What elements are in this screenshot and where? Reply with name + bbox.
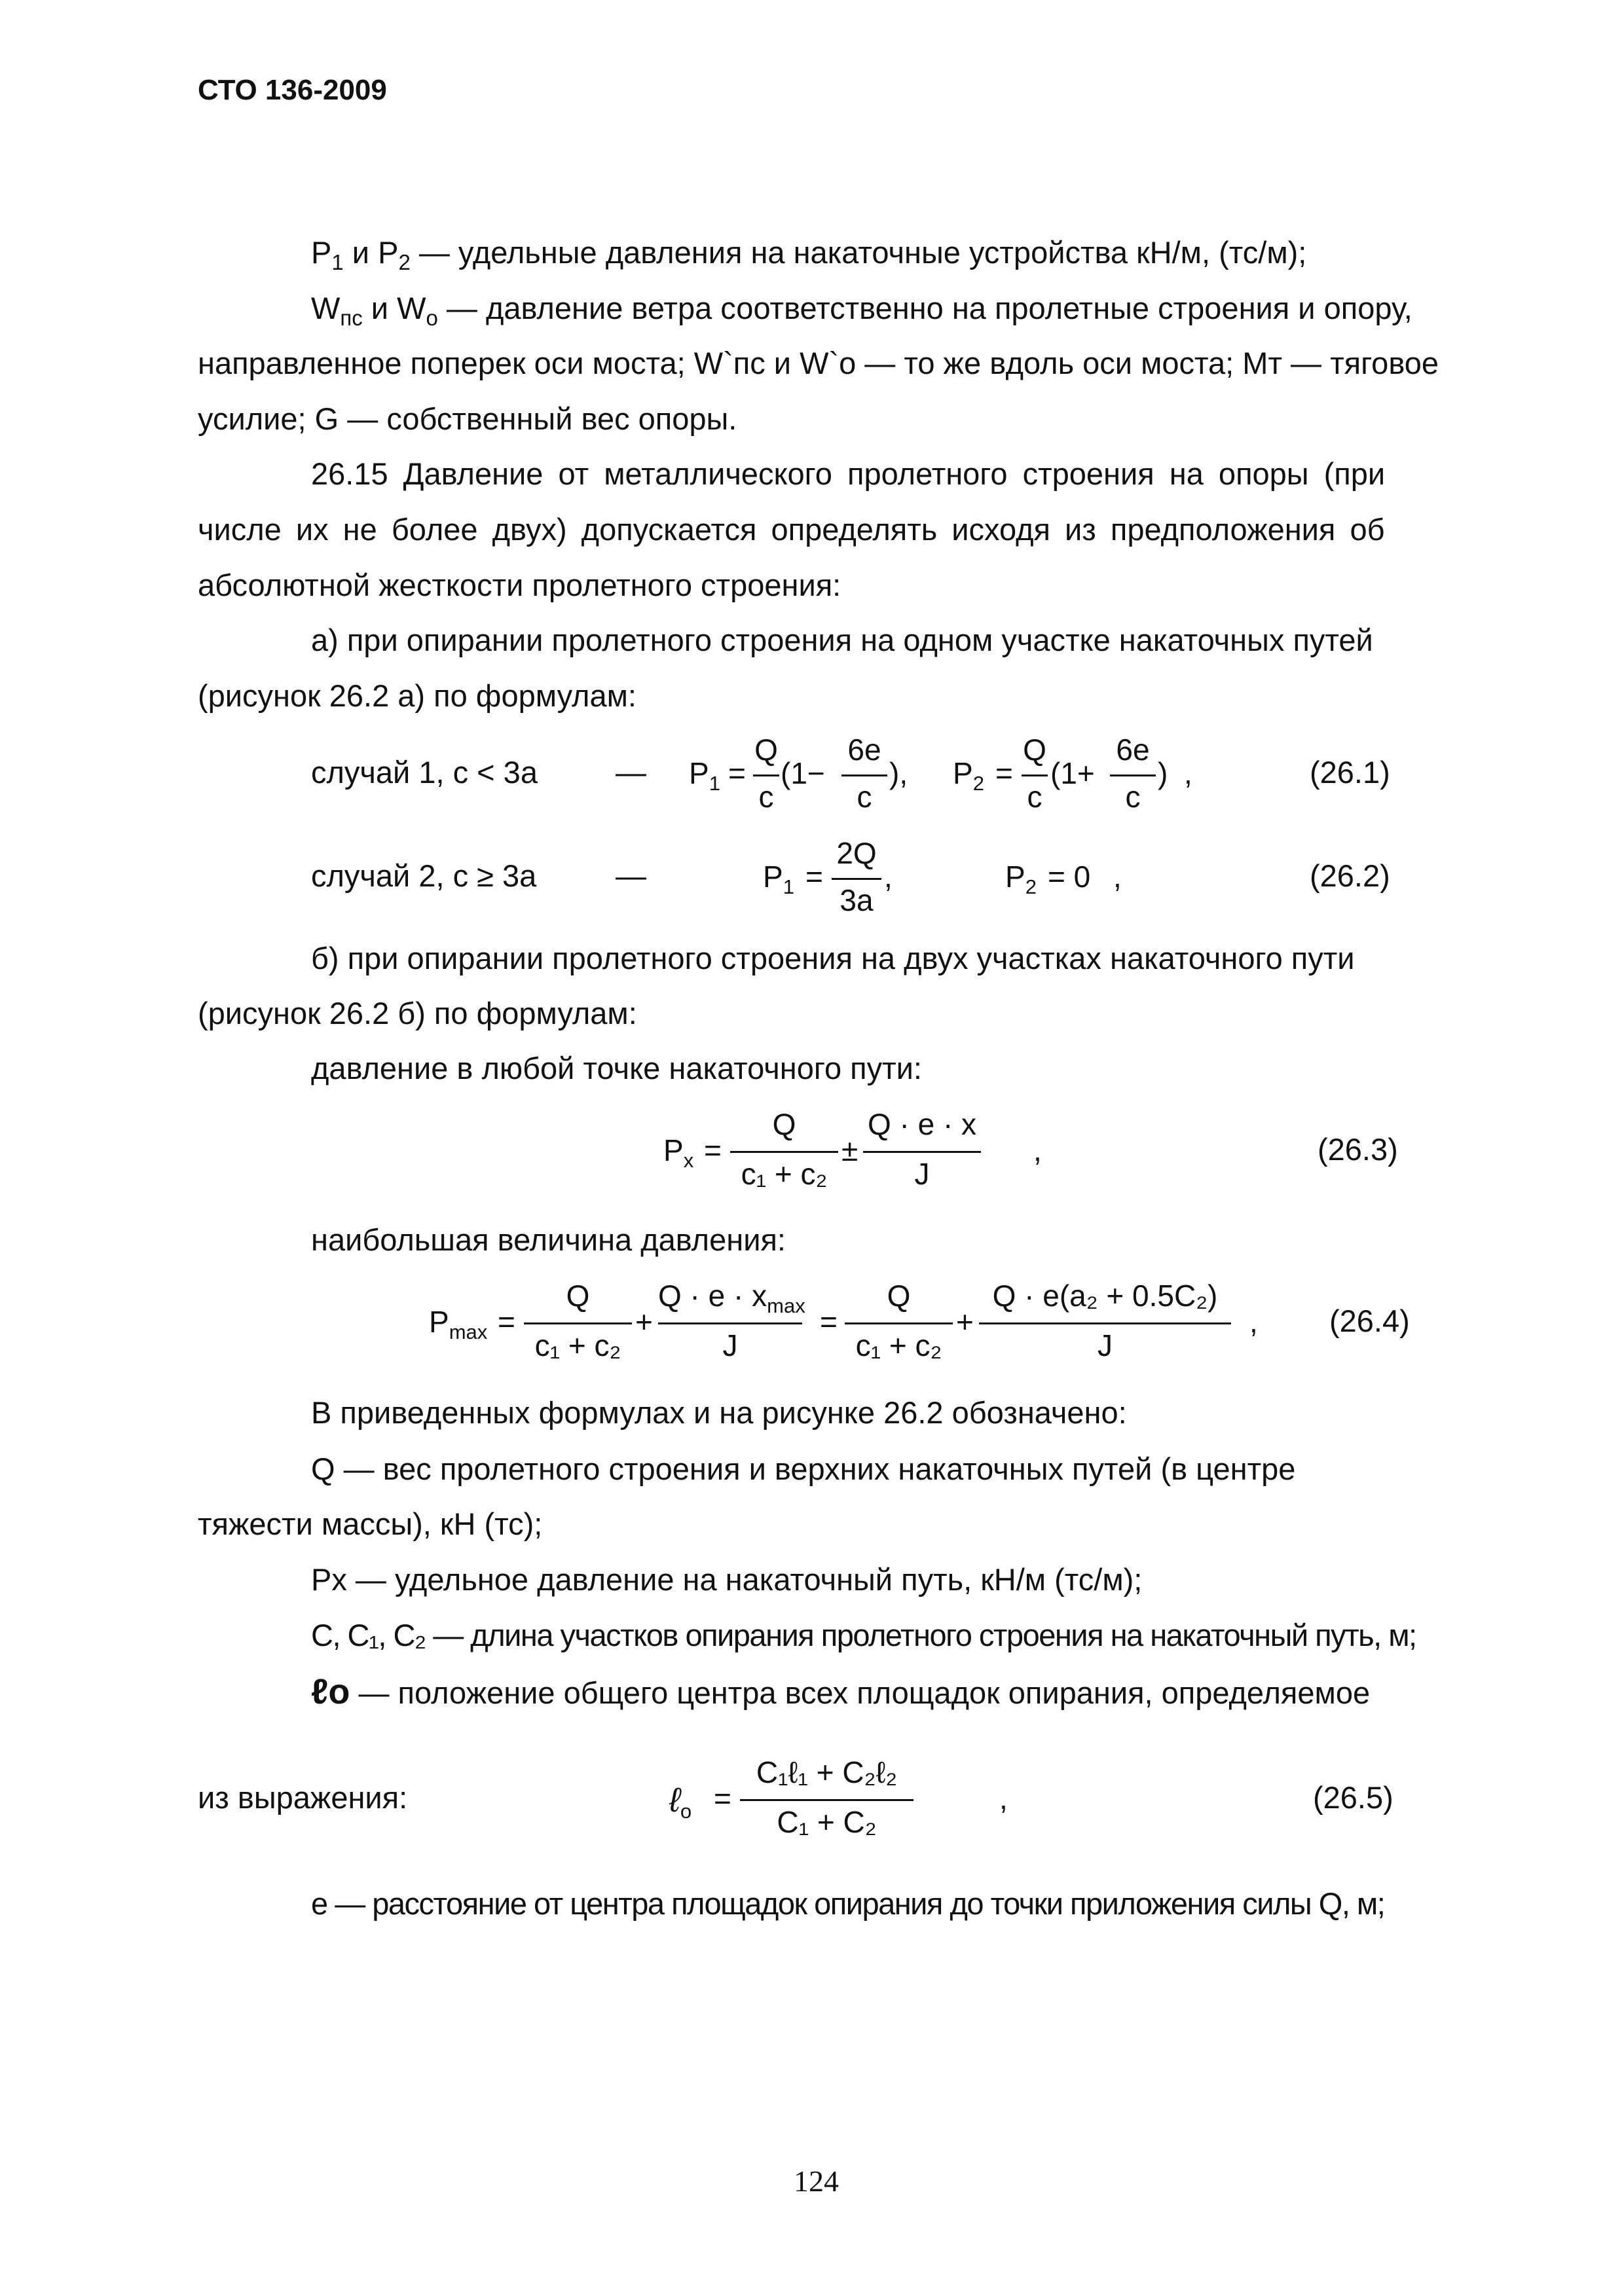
legend-l0: ℓо — положение общего центра всех площадок опирания, определяемое [311,1672,1371,1711]
numerator-qex-max: $Q \cdot e \cdot x_{max}$ [658,1279,805,1317]
case-2-label: случай 2, c ≥ 3a [311,858,537,893]
denominator-c1-c2: c₁ + c₂ [741,1157,828,1191]
fraction-c-denominator: c [1027,780,1043,814]
fraction-c-denominator: c [1125,780,1141,814]
equals-sign: = [995,756,1013,790]
fraction-bar [841,774,887,776]
definition-wind: $W_{пс}$ и $W_о$ — давление ветра соответственно на пролетные строения и опору, [311,291,1412,330]
fraction-bar [753,774,779,776]
fraction-bar [979,1322,1231,1324]
denominator-c1-c2: c₁ + c₂ [855,1328,942,1362]
fraction-3a-denominator: 3a [840,883,874,917]
px-symbol: $P_x$ [663,1133,694,1172]
p1-symbol: $P_1$ [689,756,720,795]
equals-sign: = [728,756,746,790]
legend-e: e — расстояние от центра площадок опирания до точки приложения силы Q, м; [311,1886,1385,1921]
plus-minus: ± [841,1133,858,1167]
comma: , [1033,1133,1042,1167]
fraction-bar [658,1322,802,1324]
legend-intro: В приведенных формулах и на рисунке 26.2 обозначено: [311,1395,1127,1430]
comma: , [884,860,893,894]
equals-sign: = [820,1305,838,1339]
comma: , [1113,860,1122,894]
paren-open: (1− [781,756,825,790]
fraction-6e-numerator: 6e [1116,733,1150,767]
item-b-line3: давление в любой точке накаточного пути: [311,1051,922,1085]
item-b-line2: (рисунок 26.2 б) по формулам: [198,996,637,1030]
dash: — [616,858,646,893]
item-a-line2: (рисунок 26.2 а) по формулам: [198,678,637,713]
fraction-q-numerator: Q [1023,733,1046,767]
legend-c: C, C₁, C₂ — длина участков опирания пролетного строения на накаточный путь, м; [311,1618,1416,1652]
plus-sign: + [635,1305,653,1339]
equals-sign: = [704,1133,722,1167]
fraction-bar [740,1799,913,1801]
equation-number: (26.5) [1313,1780,1393,1815]
plus-sign: + [956,1305,974,1339]
denominator-j: J [914,1157,930,1191]
definition-wind-line2: направленное поперек оси моста; W`пс и W`о — то же вдоль оси моста; Мт — тяговое [198,346,1439,380]
fraction-c-denominator: c [857,780,872,814]
document-code: СТО 136-2009 [198,74,387,106]
numerator-q: Q [566,1279,590,1313]
comma: , [1184,756,1192,790]
l0-symbol: ℓ$_о$ [669,1781,692,1823]
equals-sign: = [714,1781,731,1815]
denominator-j: J [722,1328,738,1362]
equation-number: (26.1) [1310,755,1390,790]
equals-sign: = [498,1305,515,1339]
numerator-qex: Q · e · x [867,1107,977,1141]
legend-q-line2: тяжести массы), кН (тс); [198,1506,543,1541]
legend-px: Px — удельное давление на накаточный путь, кН/м (тс/м); [311,1562,1143,1597]
item-b-line1: б) при опирании пролетного строения на двух участках накаточного пути [311,941,1355,975]
fraction-bar [1110,774,1156,776]
legend-q-line1: Q — вес пролетного строения и верхних накаточных путей (в центре [311,1451,1296,1486]
comma: , [1249,1305,1258,1339]
legend-l0-line2: из выражения: [198,1780,408,1815]
equation-number: (26.2) [1310,858,1390,893]
fraction-bar [832,878,881,880]
fraction-6e-numerator: 6e [847,733,881,767]
page-number: 124 [794,2164,839,2198]
item-a-line1: а) при опирании пролетного строения на одном участке накаточных путей [311,623,1373,657]
paren-close: ), [889,756,908,790]
equation-number: (26.3) [1318,1132,1398,1167]
denominator-c1-c2: C₁ + C₂ [777,1805,877,1839]
max-pressure-label: наибольшая величина давления: [311,1222,786,1257]
paragraph-26-15-line3: абсолютной жесткости пролетного строения: [198,568,841,602]
equals-sign: = [805,860,823,894]
definition-pressure: $P_1$ и $P_2$ — удельные давления на накаточные устройства кН/м, (тс/м); [311,235,1307,274]
p1-symbol: $P_1$ [763,860,794,898]
comma: , [999,1781,1008,1815]
fraction-bar [863,1151,981,1153]
paragraph-26-15-line1: 26.15 Давление от металлического пролетного строения на опоры (при [311,456,1386,491]
pmax-symbol: $P_{max}$ [429,1305,488,1343]
p2-symbol: $P_2$ [1005,860,1037,898]
fraction-bar [524,1322,632,1324]
symbol-p1: $P_1$ [311,235,344,274]
denominator-c1-c2: c₁ + c₂ [534,1328,621,1362]
fraction-bar [1022,774,1048,776]
definition-wind-line3: усилие; G — собственный вес опоры. [198,401,737,436]
fraction-q-numerator: Q [754,733,778,767]
paren-close: ) [1158,756,1168,790]
l0-symbol: ℓо [311,1672,350,1711]
fraction-2q-numerator: 2Q [836,836,877,870]
definition-text: — удельные давления на накаточные устройства кН/м, (тс/м); [410,235,1307,270]
dash: — [616,755,646,790]
numerator-qea2: Q · e(a₂ + 0.5C₂) [992,1279,1218,1313]
p2-value: = 0 [1048,860,1091,894]
numerator-q: Q [887,1279,911,1313]
fraction-c-denominator: c [758,780,774,814]
fraction-bar [845,1322,953,1324]
paren-open: (1+ [1050,756,1095,790]
denominator-j: J [1098,1328,1113,1362]
case-1-label: случай 1, c < 3a [311,755,538,790]
paragraph-26-15-line2: числе их не более двух) допускается определять исходя из предположения об [198,512,1385,547]
equation-number: (26.4) [1329,1303,1410,1338]
p2-symbol: $P_2$ [953,756,984,795]
numerator-q: Q [772,1107,796,1141]
symbol-p2: $P_2$ [378,235,411,274]
numerator-c1l1-c2l2: C₁ℓ₁ + C₂ℓ₂ [756,1755,898,1789]
fraction-bar [730,1151,838,1153]
